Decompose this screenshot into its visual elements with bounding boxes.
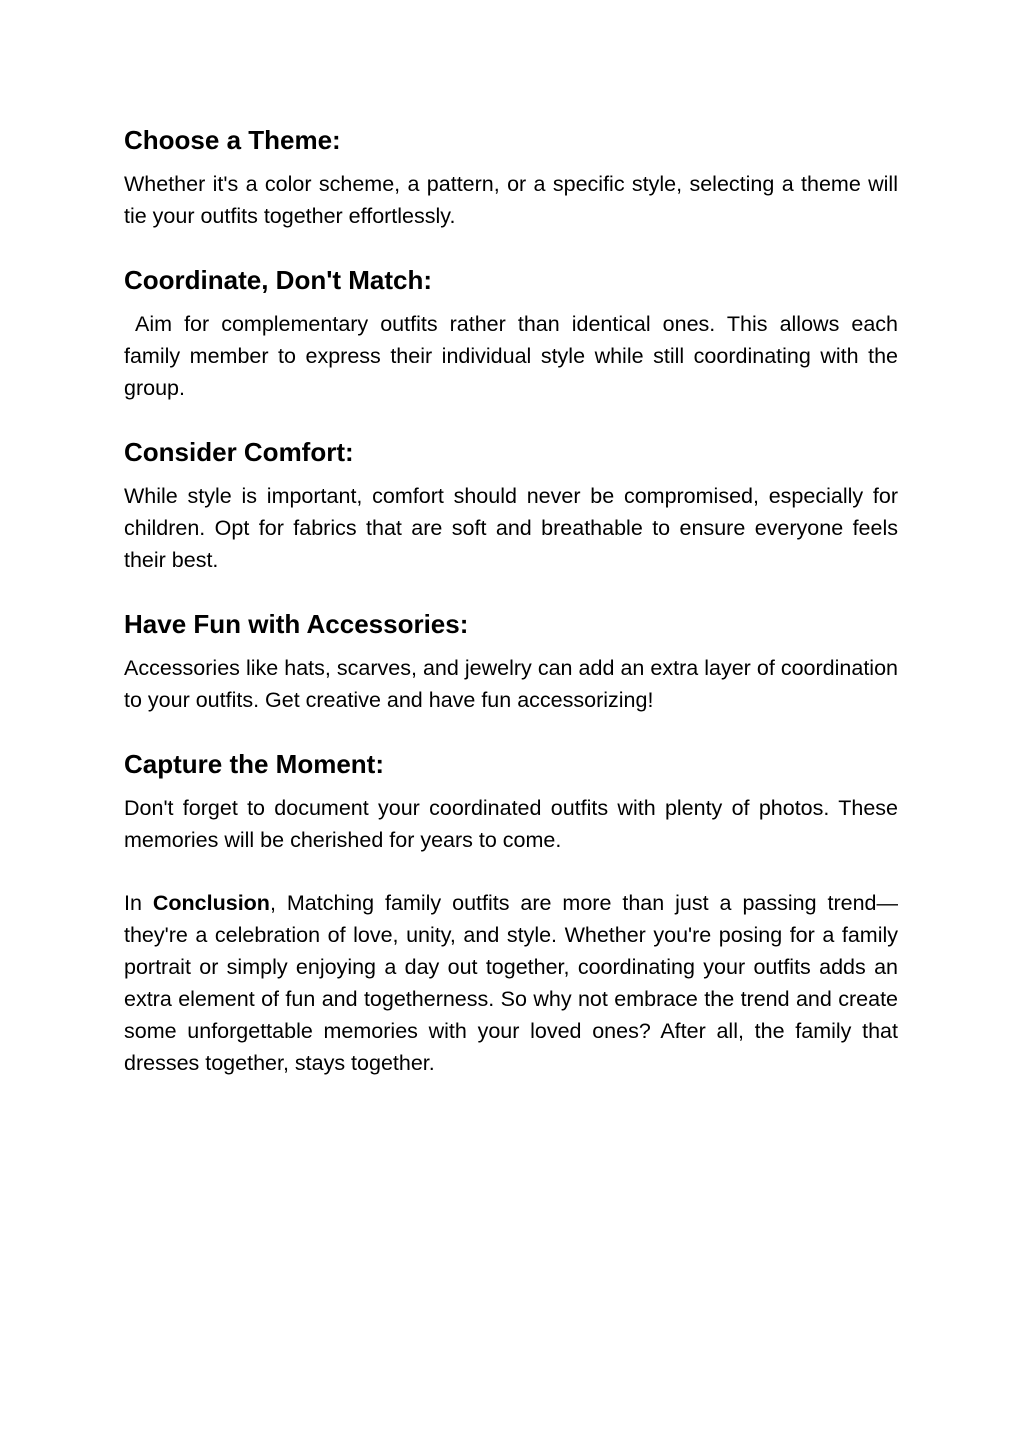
section-coordinate: [124, 262, 898, 404]
section-comfort: [124, 434, 898, 576]
section-body: Accessories like hats, scarves, and jewelry can add an extra layer of coordination to your outfits. Get creative and have fun accessorizing!: [124, 656, 898, 712]
document-page: [124, 122, 898, 1101]
conclusion-text: , Matching family outfits are more than just a passing trend—they're a celebration of love, unity, and style. Whether you're posing for a family portrait or simply enjoying a day out together, coordinating your outfits adds an extra element of fun and togetherness. So why not embrace the trend and create some unforgettable memories with your loved ones? After all, the family that dresses together, stays together.: [124, 891, 898, 1075]
conclusion-bold-label: Conclusion: [152, 891, 270, 915]
section-heading: Choose a Theme:: [124, 125, 341, 155]
section-heading: Consider Comfort:: [124, 437, 354, 467]
section-heading: Coordinate, Don't Match:: [124, 265, 433, 295]
section-body: Aim for complementary outfits rather than identical ones. This allows each family member to express their individual style while still coordinating with the group.: [124, 312, 898, 400]
conclusion-prefix: In: [124, 891, 153, 915]
section-choose-theme: [124, 122, 898, 232]
section-capture-moment: [124, 746, 898, 856]
section-body: Don't forget to document your coordinated outfits with plenty of photos. These memories will be cherished for years to come.: [124, 796, 898, 852]
section-heading: Have Fun with Accessories:: [124, 609, 469, 639]
section-accessories: [124, 606, 898, 716]
conclusion-paragraph: [124, 887, 898, 1079]
section-body: While style is important, comfort should never be compromised, especially for children. Opt for fabrics that are soft and breathable to ensure everyone feels their best.: [124, 484, 898, 572]
section-heading: Capture the Moment:: [124, 749, 384, 779]
section-body: Whether it's a color scheme, a pattern, or a specific style, selecting a theme will tie your outfits together effortlessly.: [124, 172, 898, 228]
